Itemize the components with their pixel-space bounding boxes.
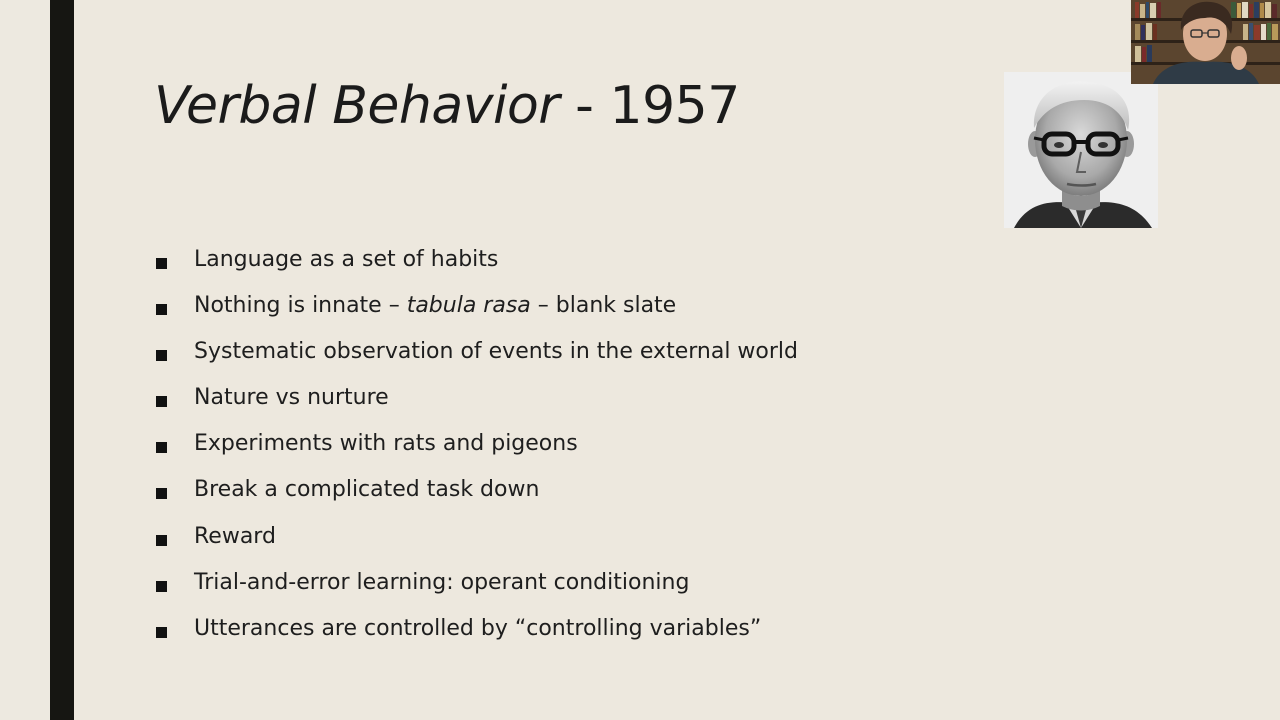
slide-title-italic: Verbal Behavior xyxy=(154,76,560,136)
bullet-text: Break a complicated task down xyxy=(194,477,540,503)
bullet-text: Trial-and-error learning: operant conditioning xyxy=(194,569,690,595)
bullet-text: Nature vs nurture xyxy=(194,385,389,411)
portrait-photo xyxy=(1004,72,1158,228)
square-bullet-icon xyxy=(156,304,167,315)
slide-title-year: - 1957 xyxy=(559,76,740,136)
bullet-text-italic: tabula rasa xyxy=(406,293,531,319)
accent-bar xyxy=(50,0,74,720)
square-bullet-icon xyxy=(156,488,167,499)
webcam-illustration xyxy=(1131,0,1280,84)
webcam-video xyxy=(1131,0,1280,84)
bullet-text: Utterances are controlled by “controlling variables” xyxy=(194,615,762,641)
bullet-text: Reward xyxy=(194,523,276,549)
slide-title xyxy=(154,74,740,138)
square-bullet-icon xyxy=(156,627,167,638)
square-bullet-icon xyxy=(156,396,167,407)
square-bullet-icon xyxy=(156,350,167,361)
bullet-text: Language as a set of habits xyxy=(194,247,499,272)
bullet-text: Systematic observation of events in the external world xyxy=(194,339,799,365)
square-bullet-icon xyxy=(156,258,167,269)
portrait-illustration xyxy=(1004,72,1158,228)
square-bullet-icon xyxy=(156,581,167,592)
bullet-text xyxy=(194,282,676,330)
bullet-text: Experiments with rats and pigeons xyxy=(194,431,578,457)
slide-left-margin xyxy=(0,0,50,720)
bullet-text-after: – blank slate xyxy=(530,293,677,319)
square-bullet-icon xyxy=(156,442,167,453)
bullet-text-before: Nothing is innate – xyxy=(194,293,407,319)
square-bullet-icon xyxy=(156,535,167,546)
